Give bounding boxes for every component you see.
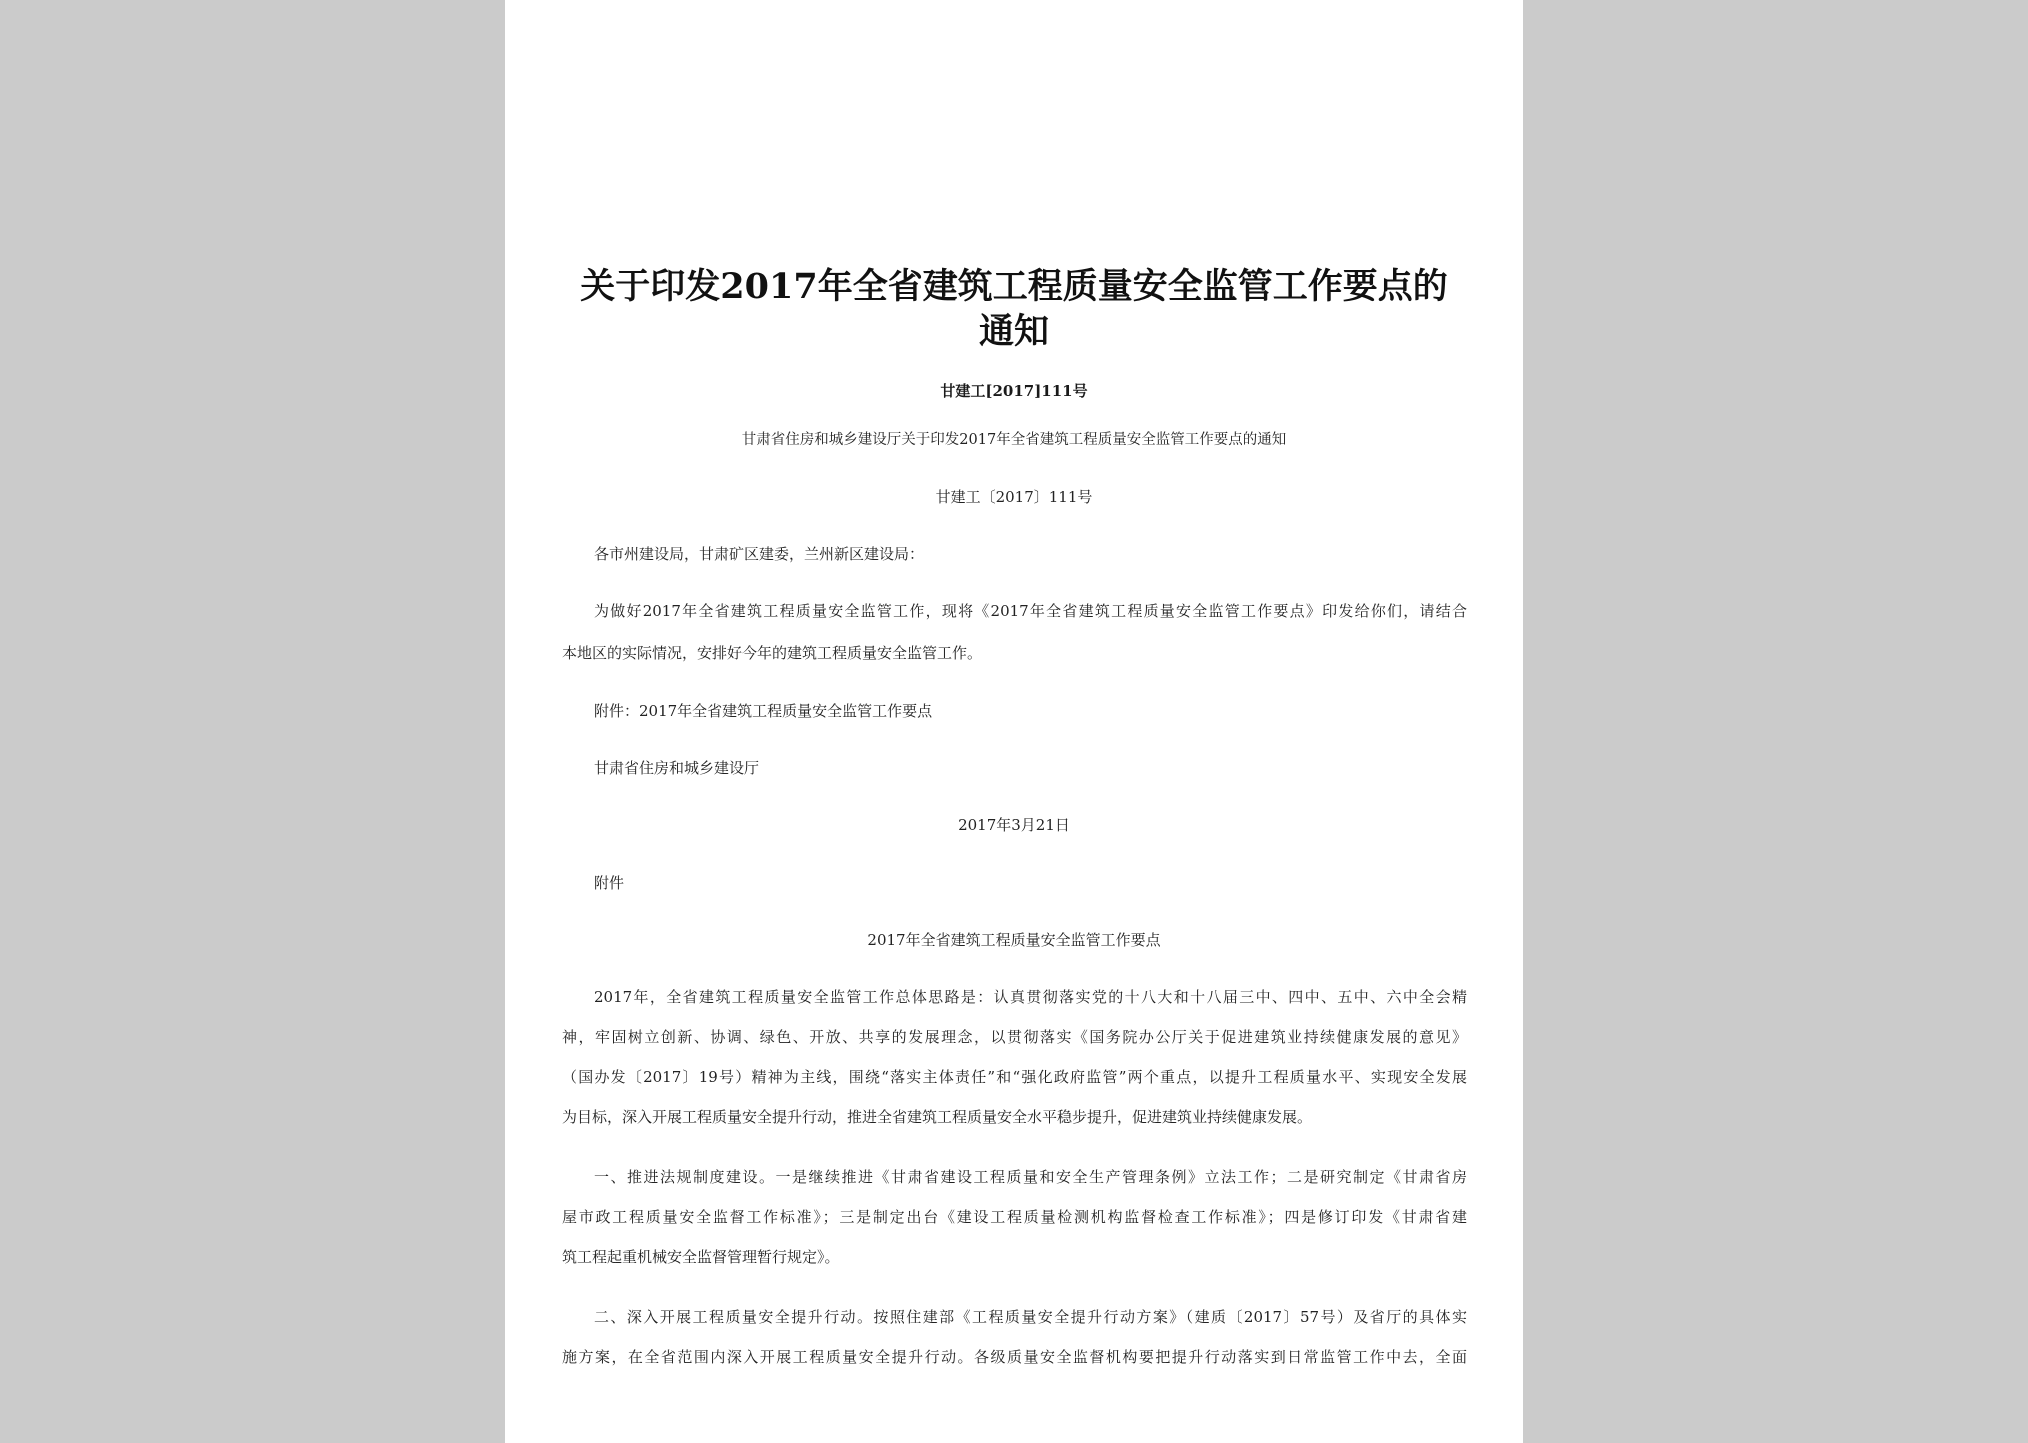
addressee: 各市州建设局，甘肃矿区建委，兰州新区建设局： [594, 545, 925, 563]
issuer: 甘肃省住房和城乡建设厅 [594, 759, 760, 777]
document-subtitle: 甘肃省住房和城乡建设厅关于印发2017年全省建筑工程质量安全监管工作要点的通知 [741, 432, 1287, 448]
attachment-title: 2017年全省建筑工程质量安全监管工作要点 [867, 931, 1161, 949]
paragraph-3-line-2: 施方案，在全省范围内深入开展工程质量安全提升行动。各级质量安全监督机构要把提升行动落实到日常监管工作中去，全面 [562, 1348, 1467, 1366]
issue-date: 2017年3月21日 [958, 816, 1070, 834]
attachment-label: 附件 [594, 874, 625, 892]
paragraph-2-line-1: 一、推进法规制度建设。一是继续推进《甘肃省建设工程质量和安全生产管理条例》立法工作；二是研究制定《甘肃省房 [594, 1168, 1467, 1186]
paragraph-1-line-2: 神，牢固树立创新、协调、绿色、开放、共享的发展理念，以贯彻落实《国务院办公厅关于促进建筑业持续健康发展的意见》 [562, 1028, 1467, 1046]
paragraph-3-line-1: 二、深入开展工程质量安全提升行动。按照住建部《工程质量安全提升行动方案》（建质〔2017〕57号）及省厅的具体实 [594, 1308, 1467, 1326]
document-title-line-2: 通知 [978, 311, 1049, 352]
attachment-note: 附件：2017年全省建筑工程质量安全监管工作要点 [594, 702, 933, 720]
document-number: 甘建工〔2017〕111号 [935, 488, 1093, 506]
paragraph-1-line-1: 2017年，全省建筑工程质量安全监管工作总体思路是：认真贯彻落实党的十八大和十八届三中、四中、五中、六中全会精 [594, 988, 1467, 1006]
notice-line-2: 本地区的实际情况，安排好今年的建筑工程质量安全监管工作。 [562, 644, 983, 662]
document-title-line-1: 关于印发2017年全省建筑工程质量安全监管工作要点的 [580, 266, 1448, 307]
document-page [505, 0, 1523, 1443]
paragraph-2-line-3: 筑工程起重机械安全监督管理暂行规定》。 [562, 1248, 840, 1266]
paragraph-1-line-4: 为目标，深入开展工程质量安全提升行动，推进全省建筑工程质量安全水平稳步提升，促进建筑业持续健康发展。 [562, 1108, 1313, 1126]
paragraph-2-line-2: 屋市政工程质量安全监督工作标准》；三是制定出台《建设工程质量检测机构监督检查工作标准》；四是修订印发《甘肃省建 [562, 1208, 1467, 1226]
document-number-bold: 甘建工[2017]111号 [940, 382, 1088, 400]
notice-line-1: 为做好2017年全省建筑工程质量安全监管工作，现将《2017年全省建筑工程质量安全监管工作要点》印发给你们，请结合 [594, 602, 1467, 620]
paragraph-1-line-3: （国办发〔2017〕19号）精神为主线，围绕“落实主体责任”和“强化政府监管”两个重点，以提升工程质量水平、实现安全发展 [562, 1068, 1467, 1086]
